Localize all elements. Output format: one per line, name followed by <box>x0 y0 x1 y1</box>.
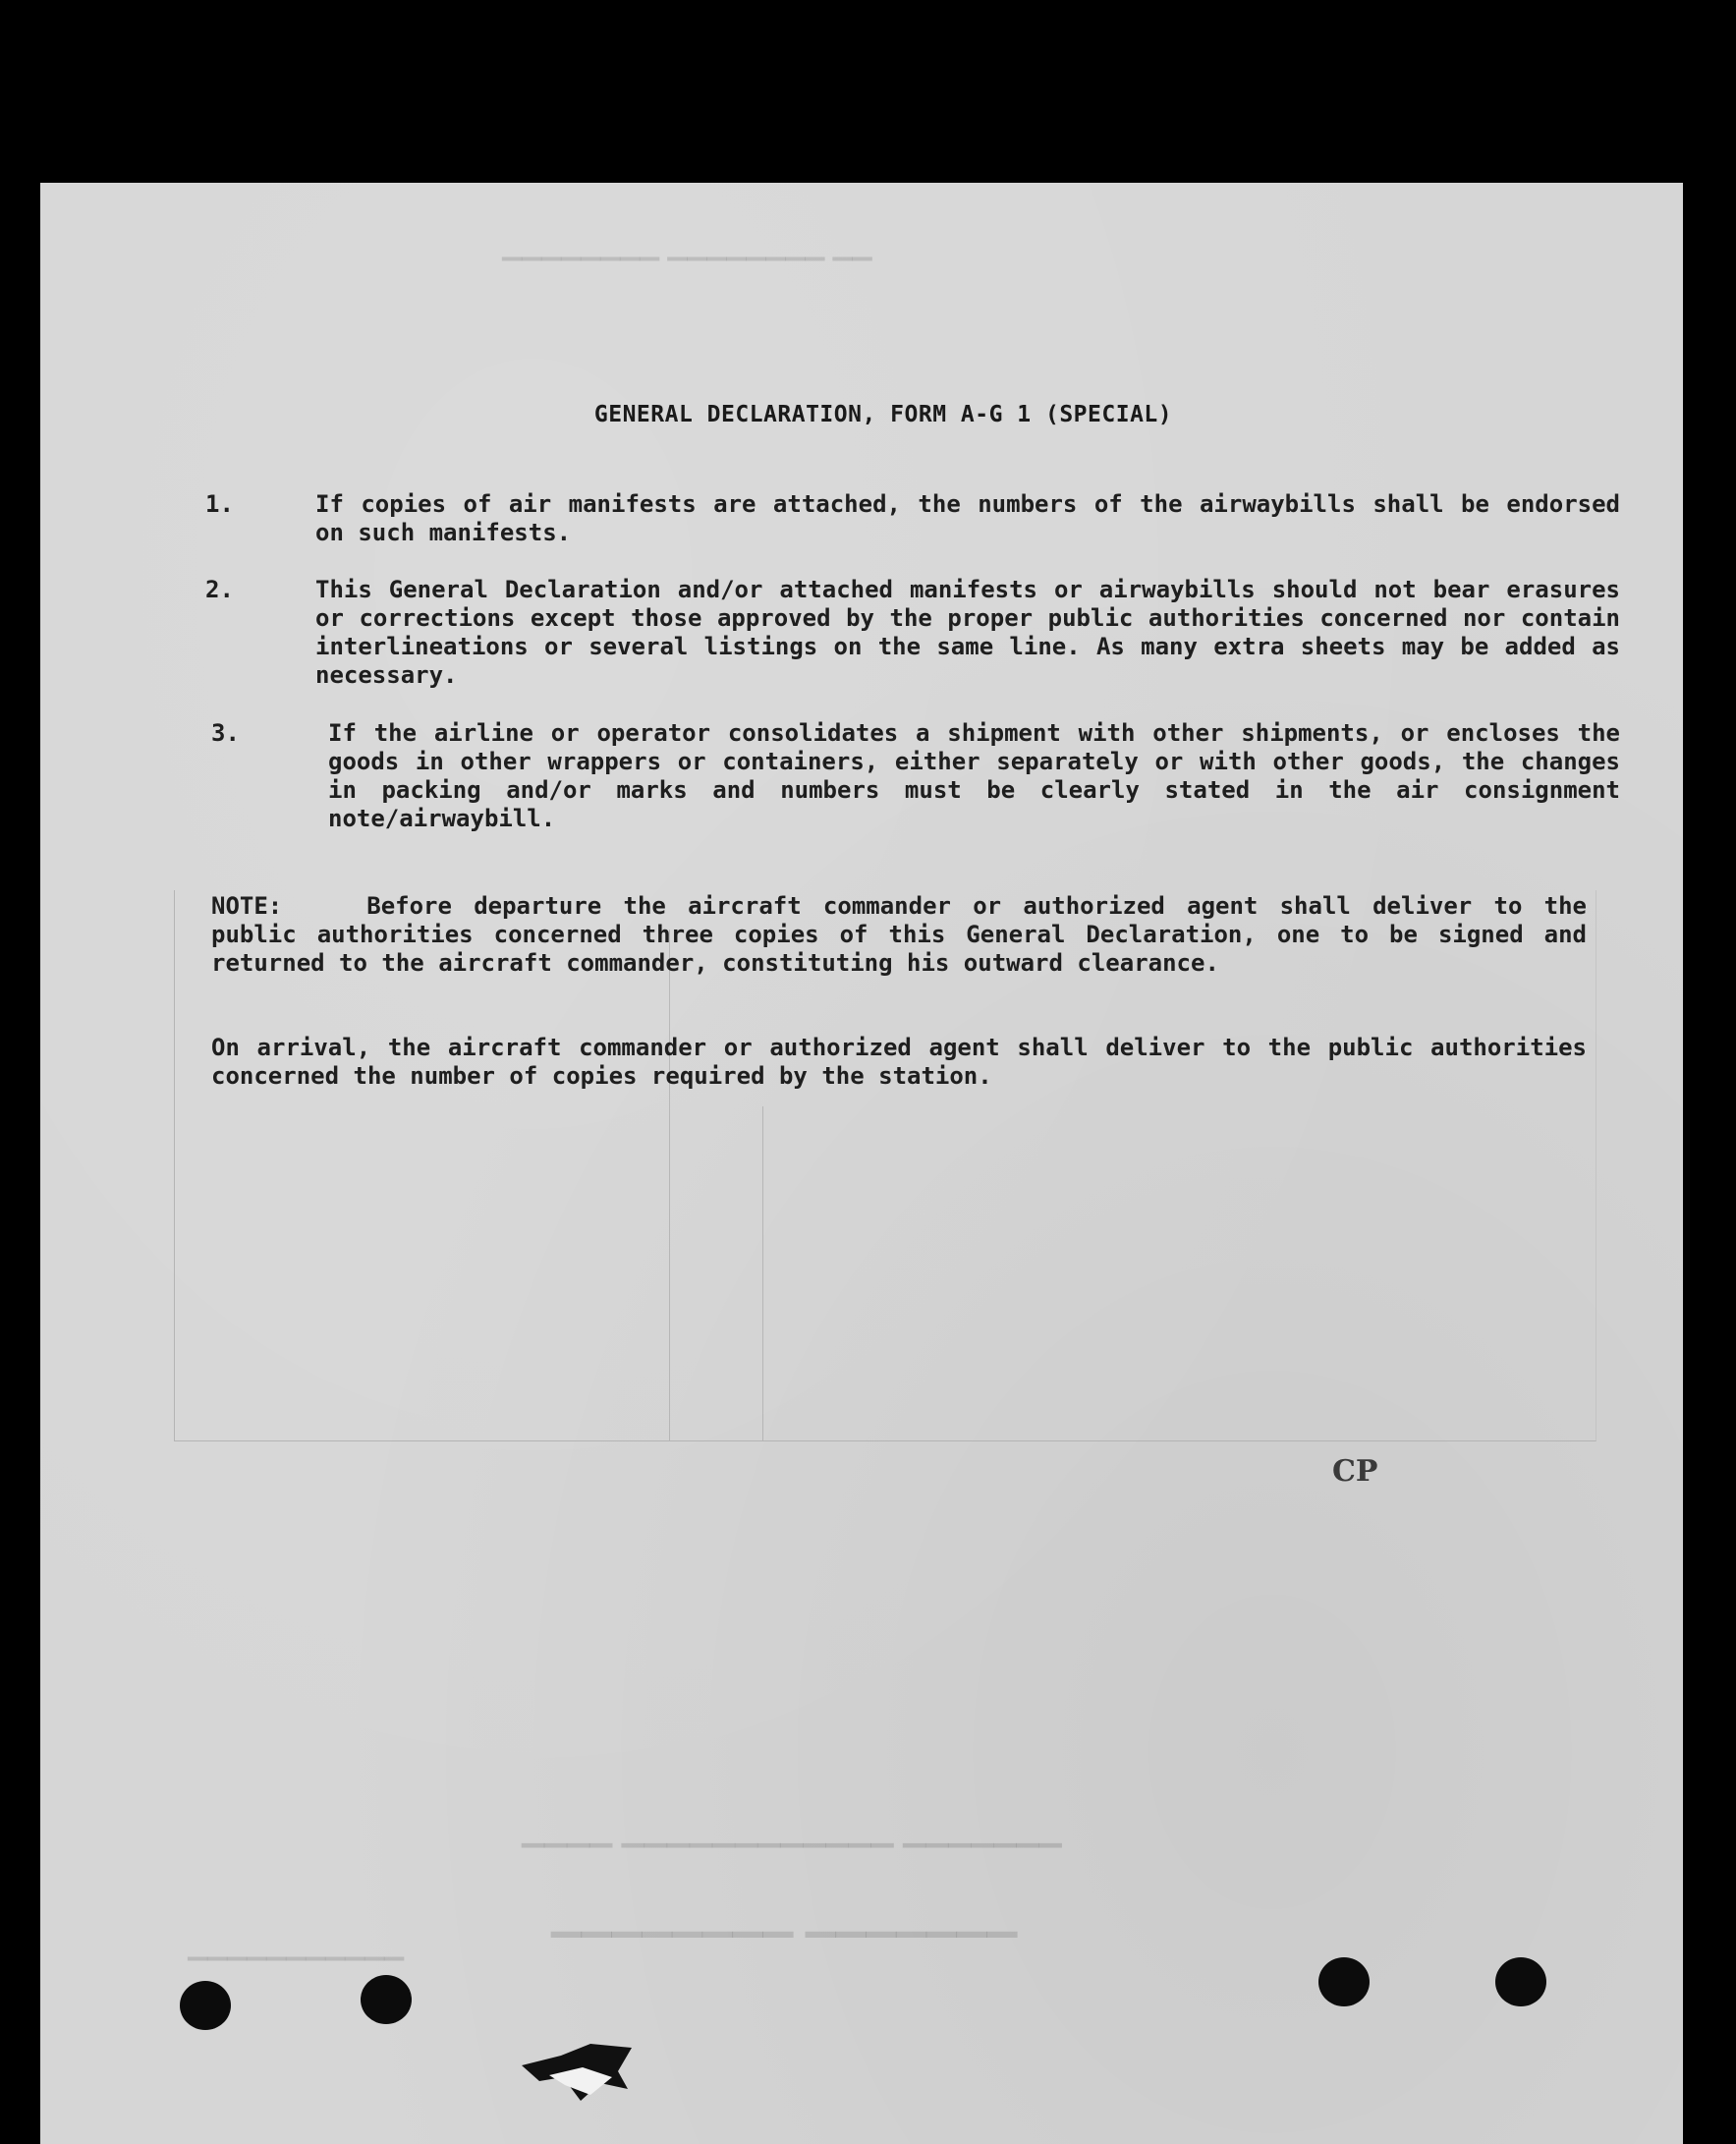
item-number: 3. <box>211 719 240 747</box>
item-text: This General Declaration and/or attached manifests or airwaybills should not bear erasures or corrections except those approved by the proper public authorities concerned nor contain interlineations or several listings on the same line. As many extra sheets may be added as necessary. <box>315 576 1620 689</box>
punch-hole <box>180 1981 231 2030</box>
item-text: If copies of air manifests are attached, the numbers of the airwaybills shall be endorsed on such manifests. <box>315 490 1620 546</box>
item-number: 2. <box>205 576 234 603</box>
arrival-paragraph: On arrival, the aircraft commander or authorized agent shall deliver to the public authorities concerned the number of copies required by the station. <box>211 1034 1587 1090</box>
paper-tear <box>522 2038 640 2107</box>
list-item <box>205 576 1620 690</box>
page-title: GENERAL DECLARATION, FORM A-G 1 (SPECIAL) <box>593 402 1173 427</box>
note-paragraph <box>211 892 1587 978</box>
show-through-text: ▁▁▁▁▁▁▁▁▁▁▁ <box>188 1932 404 1961</box>
corner-mark: CP <box>1332 1454 1378 1489</box>
punch-hole <box>1495 1957 1546 2006</box>
document-page <box>40 183 1683 2144</box>
note-text: Before departure the aircraft commander or authorized agent shall deliver to the public authorities concerned three copies of this General Declaration, one to be signed and returned to the aircraft commander, constituting his outward clearance. <box>211 892 1587 977</box>
show-through-text: ▁▁▁▁▁▁▁ ▁▁▁▁▁▁▁▁▁▁▁▁ ▁▁▁▁ <box>522 1814 1062 1848</box>
show-through-text: ▁▁▁▁▁▁▁ ▁▁▁▁▁▁▁▁ <box>551 1892 1018 1938</box>
list-item <box>211 719 1620 833</box>
list-item <box>205 490 1620 547</box>
punch-hole <box>361 1975 412 2024</box>
item-text: If the airline or operator consolidates a shipment with other shipments, or encloses the goods in other wrappers or containers, either separately or with other goods, the changes in packing and/or marks and numbers must be clearly stated in the air consignment note/airwaybill. <box>328 719 1620 832</box>
item-number: 1. <box>205 490 234 518</box>
note-label: NOTE: <box>211 892 283 920</box>
show-through-text: ▁▁ ▁▁▁▁▁▁▁▁ ▁▁▁▁▁▁▁▁ <box>502 232 872 261</box>
punch-hole <box>1318 1957 1370 2006</box>
